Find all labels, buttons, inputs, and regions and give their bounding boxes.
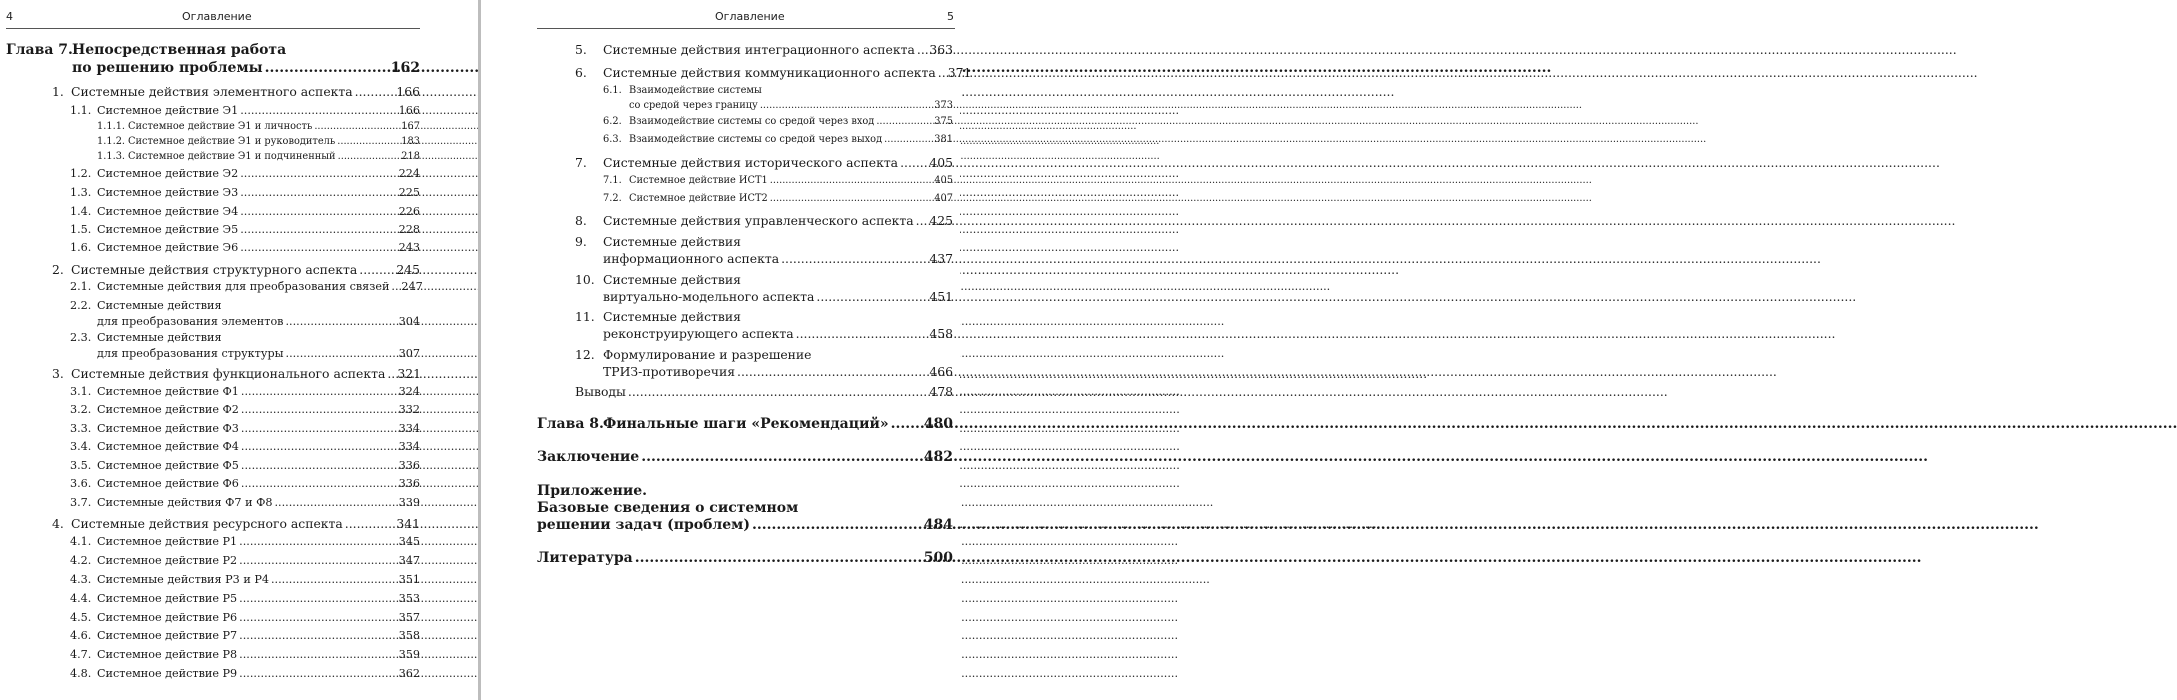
entry-number: 6.3. — [603, 134, 622, 145]
entry-number: 6. — [575, 65, 587, 80]
entry-number: 4. — [52, 516, 64, 531]
toc-entry[interactable] — [70, 385, 420, 398]
page-ref: 451 — [929, 289, 953, 304]
entry-title: Системное действие Э5 — [97, 223, 239, 236]
entry-number: 1.1.1. — [97, 121, 126, 132]
page-ref: 373 — [934, 100, 953, 111]
entry-number: 7.2. — [603, 193, 622, 204]
entry-title: Системное действие Э2 — [97, 167, 239, 180]
entry-title-line2: виртуально-модельного аспекта — [603, 289, 815, 304]
leader-dots — [770, 193, 933, 204]
toc-entry-conclusion[interactable] — [537, 449, 953, 465]
toc-entry[interactable] — [70, 104, 420, 117]
entry-title: Системные действия исторического аспекта — [603, 155, 899, 170]
entry-title-line1: Системные действия — [97, 299, 222, 312]
entry-number: 6.1. — [603, 85, 622, 96]
leader-dots — [916, 213, 928, 228]
page-ref: 371 — [947, 65, 972, 80]
entry-title: Системные действия Ф7 и Ф8 — [97, 496, 273, 509]
page-ref: 167 — [401, 121, 420, 132]
entry-title: Системные действия Р3 и Р4 — [97, 573, 269, 586]
toc-entry[interactable] — [70, 422, 420, 435]
page-ref: 357 — [398, 611, 420, 624]
entry-title-line2: информационного аспекта — [603, 251, 780, 266]
entry-title: Системное действие Р7 — [97, 629, 238, 642]
chapter-title: Финальные шаги «Рекомендаций» — [603, 416, 889, 432]
entry-title: Системное действие Р1 — [97, 535, 238, 548]
entry-number: 1.2. — [70, 167, 92, 180]
leader-dots — [241, 459, 397, 472]
entry-title: Системные действия функционального аспекта — [71, 366, 386, 381]
entry-number: 3.1. — [70, 385, 92, 398]
entry-number: 12. — [575, 347, 595, 362]
entry-title: Системное действие Э1 и руководитель — [128, 136, 336, 147]
page-ref: 336 — [398, 477, 420, 490]
leader-dots — [359, 262, 394, 277]
page-number: 4 — [6, 10, 13, 23]
page-ref: 336 — [398, 459, 420, 472]
chapter-label: Глава 7. — [6, 42, 73, 58]
toc-entry[interactable] — [70, 648, 420, 661]
entry-title: Системное действие Э1 и подчиненный — [128, 151, 336, 162]
entry-title: Системное действие Ф1 — [97, 385, 239, 398]
conclusion-title: Заключение — [537, 449, 640, 465]
page-ref: 375 — [934, 116, 953, 127]
page-ref: 245 — [396, 262, 420, 277]
entry-number: 3.5. — [70, 459, 92, 472]
right-page — [481, 0, 972, 700]
running-header: Оглавление — [182, 10, 252, 23]
page-ref: 334 — [398, 440, 420, 453]
leader-dots — [781, 251, 927, 266]
entry-title: Системное действие Р5 — [97, 592, 238, 605]
leader-dots — [338, 151, 400, 162]
appendix-line2: Базовые сведения о системном — [537, 500, 799, 516]
left-page — [0, 0, 478, 700]
toc-entry[interactable] — [575, 42, 953, 57]
leader-dots — [265, 60, 389, 76]
entry-number: 4.7. — [70, 648, 92, 661]
toc-entry[interactable] — [575, 155, 953, 170]
entry-number: 6.2. — [603, 116, 622, 127]
toc-entry[interactable] — [70, 280, 423, 293]
entry-title-line1: Системные действия — [603, 272, 741, 287]
page-ref: 362 — [398, 667, 420, 680]
toc-entry[interactable] — [70, 554, 420, 567]
toc-entry-chapter8[interactable] — [537, 416, 953, 432]
toc-entry[interactable] — [97, 315, 420, 328]
entry-number: 3.6. — [70, 477, 92, 490]
toc-entry[interactable] — [70, 403, 420, 416]
entry-number: 1.4. — [70, 205, 92, 218]
page-ref: 226 — [398, 205, 420, 218]
toc-entry[interactable] — [70, 223, 420, 236]
toc-entry[interactable] — [70, 167, 420, 180]
toc-entry[interactable] — [603, 116, 953, 127]
chapter-title-line1: Непосредственная работа — [72, 42, 287, 58]
page-ref: 218 — [401, 151, 420, 162]
running-header: Оглавление — [715, 10, 785, 23]
entry-title: Системное действие ИСТ1 — [629, 175, 768, 186]
toc-entry[interactable] — [70, 241, 420, 254]
leader-dots — [239, 592, 396, 605]
toc-entry[interactable] — [52, 516, 420, 531]
entry-title-line1: Формулирование и разрешение — [603, 347, 812, 362]
leader-dots — [275, 496, 397, 509]
entry-title: Системные действия элементного аспекта — [71, 84, 353, 99]
page-ref: 347 — [398, 554, 420, 567]
leader-dots — [239, 535, 396, 548]
page-ref: 243 — [398, 241, 420, 254]
page-ref: 166 — [396, 84, 420, 99]
entry-title: Выводы — [575, 384, 626, 399]
page-ref: 405 — [929, 155, 953, 170]
entry-title-line2: со средой через границу — [629, 100, 758, 111]
page-ref: 466 — [929, 364, 953, 379]
entry-title-line1: Системные действия — [97, 331, 222, 344]
page-ref: 166 — [398, 104, 420, 117]
entry-title: Системное действие Э1 и личность — [128, 121, 313, 132]
page-ref: 225 — [398, 186, 420, 199]
entry-number: 4.4. — [70, 592, 92, 605]
toc-entry[interactable] — [70, 205, 420, 218]
leader-dots — [241, 385, 397, 398]
entry-number: 7.1. — [603, 175, 622, 186]
page-ref: 478 — [929, 384, 953, 399]
leader-dots — [938, 65, 946, 80]
entry-number: 8. — [575, 213, 587, 228]
page-ref: 339 — [398, 496, 420, 509]
entry-number: 4.6. — [70, 629, 92, 642]
toc-entry[interactable] — [603, 326, 953, 341]
entry-title: Системное действие Ф6 — [97, 477, 239, 490]
entry-number: 5. — [575, 42, 587, 57]
entry-title: Системные действия структурного аспекта — [71, 262, 358, 277]
toc-entry[interactable] — [97, 347, 420, 360]
leader-dots — [241, 477, 397, 490]
appendix-line1: Приложение. — [537, 483, 648, 499]
toc-entry-chapter7[interactable] — [72, 60, 420, 76]
entry-number: 1.6. — [70, 241, 92, 254]
leader-dots — [240, 241, 396, 254]
chapter-title-line2: по решению проблемы — [72, 60, 263, 76]
leader-dots — [628, 384, 927, 399]
appendix-line3: решении задач (проблем) — [537, 517, 750, 533]
leader-dots — [641, 449, 922, 465]
entry-title: Системное действие Р6 — [97, 611, 238, 624]
toc-entry[interactable] — [603, 175, 953, 186]
leader-dots — [285, 315, 396, 328]
leader-dots — [770, 175, 933, 186]
leader-dots — [240, 104, 396, 117]
page-ref: 304 — [398, 315, 420, 328]
leader-dots — [239, 629, 396, 642]
page-ref: 482 — [923, 449, 953, 465]
page-ref: 359 — [398, 648, 420, 661]
entry-title: Системное действие Э3 — [97, 186, 239, 199]
leader-dots — [891, 416, 922, 432]
entry-title: Системные действия ресурсного аспекта — [71, 516, 343, 531]
leader-dots — [240, 205, 396, 218]
toc-entry-literature[interactable] — [537, 550, 953, 566]
toc-entry[interactable] — [70, 611, 420, 624]
leader-dots — [387, 366, 395, 381]
page-ref: 162 — [390, 60, 420, 76]
toc-entry[interactable] — [52, 366, 420, 381]
page-ref: 458 — [929, 326, 953, 341]
entry-number: 1.1.3. — [97, 151, 126, 162]
page-ref: 228 — [398, 223, 420, 236]
header-rule — [537, 28, 955, 29]
entry-title-line1: Системные действия — [603, 234, 741, 249]
leader-dots — [314, 121, 399, 132]
entry-title: Системное действие ИСТ2 — [629, 193, 768, 204]
chapter-label: Глава 8. — [537, 416, 604, 432]
entry-title: Системное действие Э1 — [97, 104, 239, 117]
entry-number: 1.1. — [70, 104, 92, 117]
leader-dots — [796, 326, 928, 341]
page-ref: 484 — [923, 517, 953, 533]
toc-entry[interactable] — [70, 573, 420, 586]
page-ref: 425 — [929, 213, 953, 228]
toc-entry[interactable] — [603, 364, 953, 379]
toc-entry[interactable] — [70, 535, 420, 548]
entry-title-line2: для преобразования структуры — [97, 347, 284, 360]
page-ref: 341 — [396, 516, 420, 531]
entry-title: Системные действия коммуникационного аспекта — [603, 65, 936, 80]
entry-number: 3.4. — [70, 440, 92, 453]
page-ref: 480 — [923, 416, 953, 432]
leader-dots — [240, 167, 396, 180]
header-rule — [6, 28, 420, 29]
toc-entry[interactable] — [603, 289, 953, 304]
leader-dots — [337, 136, 399, 147]
page-ref: 224 — [398, 167, 420, 180]
toc-entry[interactable] — [52, 84, 420, 99]
entry-number: 4.3. — [70, 573, 92, 586]
page-ref: 381 — [934, 134, 953, 145]
entry-number: 7. — [575, 155, 587, 170]
page-ref: 358 — [398, 629, 420, 642]
toc-entry[interactable] — [97, 151, 420, 162]
toc-entry[interactable] — [70, 186, 420, 199]
page-number: 5 — [947, 10, 954, 23]
leader-dots — [737, 364, 927, 379]
entry-number: 2.1. — [70, 280, 92, 293]
toc-entry[interactable] — [52, 262, 420, 277]
entry-title-line2: ТРИЗ-противоречия — [603, 364, 736, 379]
entry-number: 2.3. — [70, 331, 92, 344]
toc-entry[interactable] — [70, 496, 420, 509]
leader-dots — [240, 186, 396, 199]
page-ref: 351 — [398, 573, 420, 586]
entry-number: 4.5. — [70, 611, 92, 624]
leader-dots — [239, 667, 396, 680]
leader-dots — [345, 516, 395, 531]
entry-number: 4.8. — [70, 667, 92, 680]
entry-title: Системное действие Ф2 — [97, 403, 239, 416]
leader-dots — [286, 347, 397, 360]
entry-title: Взаимодействие системы со средой через выход — [629, 134, 883, 145]
entry-title-line2: для преобразования элементов — [97, 315, 284, 328]
leader-dots — [239, 554, 396, 567]
toc-entry[interactable] — [575, 65, 972, 80]
page-ref: 334 — [398, 422, 420, 435]
leader-dots — [760, 100, 932, 111]
leader-dots — [240, 223, 396, 236]
page-ref: 247 — [401, 280, 423, 293]
entry-title: Системные действия управленческого аспекта — [603, 213, 914, 228]
entry-number: 2.2. — [70, 299, 92, 312]
toc-entry[interactable] — [603, 193, 953, 204]
toc-entry[interactable] — [70, 440, 420, 453]
entry-title-line1: Взаимодействие системы — [629, 85, 762, 96]
toc-entry[interactable] — [575, 213, 953, 228]
leader-dots — [752, 517, 922, 533]
toc-entry[interactable] — [70, 629, 420, 642]
leader-dots — [241, 403, 397, 416]
entry-title: Взаимодействие системы со средой через вход — [629, 116, 875, 127]
entry-title: Системное действие Р8 — [97, 648, 238, 661]
entry-title: Системное действие Р9 — [97, 667, 238, 680]
entry-number: 3. — [52, 366, 64, 381]
toc-entry[interactable] — [629, 100, 953, 111]
entry-number: 1.1.2. — [97, 136, 126, 147]
leader-dots — [241, 440, 397, 453]
toc-entry[interactable] — [97, 121, 420, 132]
entry-title: Системные действия для преобразования связей — [97, 280, 390, 293]
toc-entry[interactable] — [70, 667, 420, 680]
entry-number: 10. — [575, 272, 595, 287]
entry-number: 4.2. — [70, 554, 92, 567]
entry-number: 3.7. — [70, 496, 92, 509]
page-ref: 324 — [398, 385, 420, 398]
leader-dots — [635, 550, 922, 566]
entry-title: Системное действие Р2 — [97, 554, 238, 567]
entry-number: 1.3. — [70, 186, 92, 199]
literature-title: Литература — [537, 550, 633, 566]
page-ref: 407 — [934, 193, 953, 204]
leader-dots — [239, 648, 396, 661]
toc-entry[interactable] — [97, 136, 420, 147]
leader-dots — [391, 280, 399, 293]
entry-number: 4.1. — [70, 535, 92, 548]
page-ref: 332 — [398, 403, 420, 416]
toc-entry[interactable] — [70, 459, 420, 472]
leader-dots — [241, 422, 397, 435]
leader-dots — [884, 134, 932, 145]
entry-title: Системное действие Ф5 — [97, 459, 239, 472]
leader-dots — [900, 155, 927, 170]
toc-entry-appendix[interactable] — [537, 517, 953, 533]
entry-number: 2. — [52, 262, 64, 277]
entry-title-line1: Системные действия — [603, 309, 741, 324]
leader-dots — [271, 573, 397, 586]
entry-number: 9. — [575, 234, 587, 249]
entry-title: Системное действие Э4 — [97, 205, 239, 218]
page-ref: 363 — [929, 42, 953, 57]
leader-dots — [816, 289, 927, 304]
leader-dots — [917, 42, 927, 57]
leader-dots — [355, 84, 395, 99]
toc-entry[interactable] — [70, 592, 420, 605]
entry-number: 11. — [575, 309, 595, 324]
entry-title-line2: реконструирующего аспекта — [603, 326, 794, 341]
page-ref: 437 — [929, 251, 953, 266]
page-ref: 321 — [397, 366, 422, 381]
toc-entry[interactable] — [575, 384, 953, 399]
entry-title: Системные действия интеграционного аспекта — [603, 42, 915, 57]
entry-number: 1. — [52, 84, 64, 99]
entry-number: 1.5. — [70, 223, 92, 236]
leader-dots — [876, 116, 932, 127]
toc-entry[interactable] — [70, 477, 420, 490]
page-ref: 405 — [934, 175, 953, 186]
page-ref: 307 — [398, 347, 420, 360]
entry-number: 3.3. — [70, 422, 92, 435]
page-ref: 183 — [401, 136, 420, 147]
entry-number: 3.2. — [70, 403, 92, 416]
page-ref: 345 — [398, 535, 420, 548]
entry-title: Системное действие Э6 — [97, 241, 239, 254]
toc-entry[interactable] — [603, 251, 953, 266]
page-ref: 353 — [398, 592, 420, 605]
entry-title: Системное действие Ф4 — [97, 440, 239, 453]
leader-dots — [239, 611, 396, 624]
entry-title: Системное действие Ф3 — [97, 422, 239, 435]
page-ref: 500 — [923, 550, 953, 566]
toc-entry[interactable] — [603, 134, 953, 145]
